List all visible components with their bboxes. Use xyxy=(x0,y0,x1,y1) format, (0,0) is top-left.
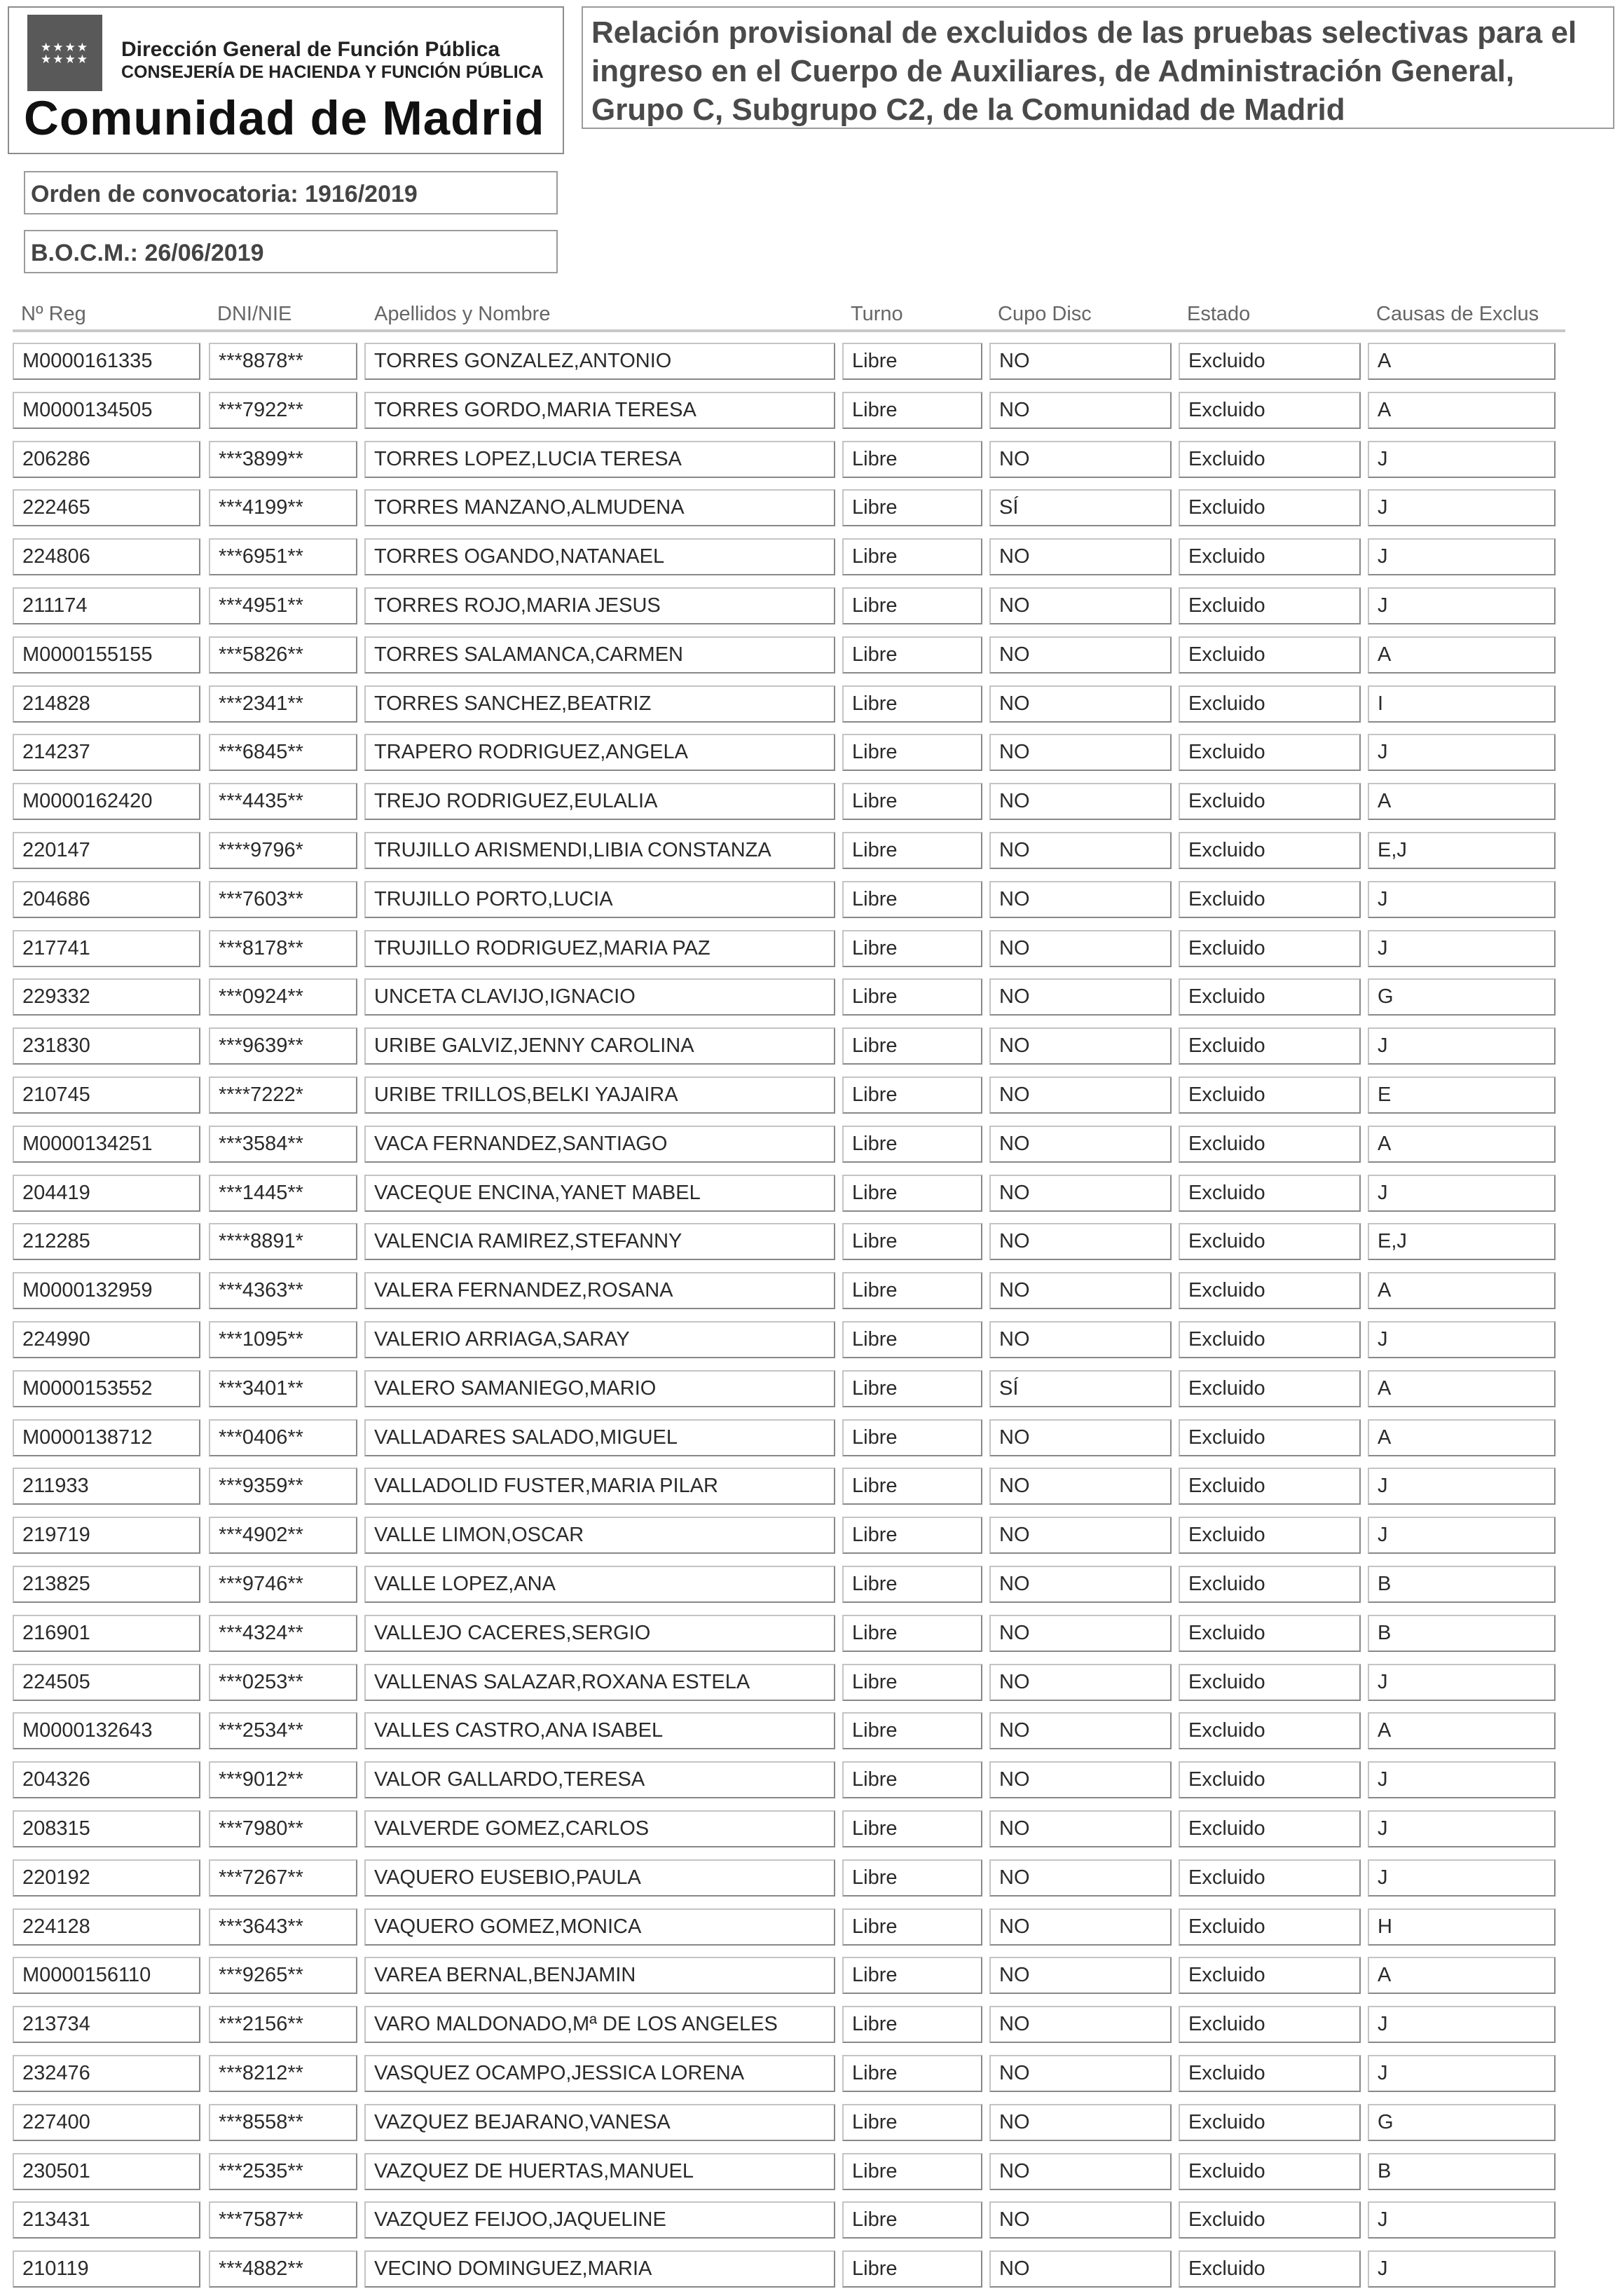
table-cell-dni: ***3899** xyxy=(209,441,357,478)
table-cell-turno: Libre xyxy=(842,783,982,820)
table-cell-estado: Excluido xyxy=(1179,685,1361,723)
table-cell-estado: Excluido xyxy=(1179,1126,1361,1163)
table-cell-estado: Excluido xyxy=(1179,1859,1361,1897)
table-cell-nreg: 220147 xyxy=(13,832,200,869)
table-cell-cupo: NO xyxy=(989,685,1172,723)
table-cell-dni: ***8178** xyxy=(209,930,357,967)
madrid-flag-icon xyxy=(27,15,102,91)
table-cell-cupo: NO xyxy=(989,1761,1172,1798)
table-cell-turno: Libre xyxy=(842,1126,982,1163)
table-cell-estado: Excluido xyxy=(1179,1615,1361,1652)
table-cell-causas: J xyxy=(1368,1859,1556,1897)
table-cell-causas: A xyxy=(1368,343,1556,380)
table-cell-cupo: NO xyxy=(989,587,1172,624)
table-cell-turno: Libre xyxy=(842,1027,982,1065)
table-cell-nombre: TORRES ROJO,MARIA JESUS xyxy=(364,587,835,624)
table-cell-dni: ***4435** xyxy=(209,783,357,820)
table-cell-dni: ***0924** xyxy=(209,978,357,1016)
table-cell-estado: Excluido xyxy=(1179,2153,1361,2190)
table-cell-causas: J xyxy=(1368,538,1556,575)
table-cell-nombre: VALENCIA RAMIREZ,STEFANNY xyxy=(364,1223,835,1260)
table-cell-turno: Libre xyxy=(842,1566,982,1603)
table-cell-dni: ***9265** xyxy=(209,1957,357,1994)
table-cell-cupo: NO xyxy=(989,636,1172,674)
table-cell-turno: Libre xyxy=(842,1321,982,1358)
table-cell-turno: Libre xyxy=(842,1077,982,1114)
table-cell-dni: ***7980** xyxy=(209,1810,357,1847)
table-cell-nreg: 213825 xyxy=(13,1566,200,1603)
table-cell-turno: Libre xyxy=(842,978,982,1016)
table-cell-nombre: VALLENAS SALAZAR,ROXANA ESTELA xyxy=(364,1664,835,1701)
table-cell-causas: A xyxy=(1368,1272,1556,1309)
table-cell-nreg: M0000138712 xyxy=(13,1419,200,1456)
table-cell-estado: Excluido xyxy=(1179,2250,1361,2288)
table-cell-cupo: NO xyxy=(989,2104,1172,2141)
table-cell-dni: ***3401** xyxy=(209,1370,357,1407)
table-cell-causas: J xyxy=(1368,734,1556,771)
table-cell-dni: ***2341** xyxy=(209,685,357,723)
table-cell-nreg: M0000134505 xyxy=(13,392,200,429)
table-cell-cupo: NO xyxy=(989,1419,1172,1456)
flag-stars: ★★★★ xyxy=(41,40,89,54)
table-cell-turno: Libre xyxy=(842,538,982,575)
table-cell-causas: A xyxy=(1368,1419,1556,1456)
table-cell-nombre: VAREA BERNAL,BENJAMIN xyxy=(364,1957,835,1994)
table-cell-nreg: 211174 xyxy=(13,587,200,624)
table-cell-nombre: VACEQUE ENCINA,YANET MABEL xyxy=(364,1175,835,1212)
table-cell-cupo: NO xyxy=(989,734,1172,771)
table-cell-estado: Excluido xyxy=(1179,783,1361,820)
table-cell-nreg: 230501 xyxy=(13,2153,200,2190)
table-cell-dni: ***4199** xyxy=(209,489,357,526)
table-cell-causas: H xyxy=(1368,1908,1556,1946)
table-cell-turno: Libre xyxy=(842,1517,982,1554)
table-cell-nombre: TORRES SALAMANCA,CARMEN xyxy=(364,636,835,674)
table-cell-dni: ***3643** xyxy=(209,1908,357,1946)
bocm-date: B.O.C.M.: 26/06/2019 xyxy=(24,230,558,273)
table-cell-dni: ***4951** xyxy=(209,587,357,624)
table-cell-causas: J xyxy=(1368,1664,1556,1701)
table-cell-nombre: TRUJILLO RODRIGUEZ,MARIA PAZ xyxy=(364,930,835,967)
table-cell-turno: Libre xyxy=(842,2153,982,2190)
table-cell-turno: Libre xyxy=(842,1712,982,1749)
table-cell-nreg: 214828 xyxy=(13,685,200,723)
table-cell-nreg: 213431 xyxy=(13,2201,200,2239)
table-cell-turno: Libre xyxy=(842,1908,982,1946)
table-cell-turno: Libre xyxy=(842,1810,982,1847)
table-cell-nombre: VACA FERNANDEZ,SANTIAGO xyxy=(364,1126,835,1163)
table-cell-cupo: NO xyxy=(989,2250,1172,2288)
table-cell-nreg: 224806 xyxy=(13,538,200,575)
table-cell-nreg: M0000132643 xyxy=(13,1712,200,1749)
table-cell-cupo: NO xyxy=(989,2153,1172,2190)
table-cell-estado: Excluido xyxy=(1179,587,1361,624)
table-cell-nombre: TRUJILLO ARISMENDI,LIBIA CONSTANZA xyxy=(364,832,835,869)
table-cell-nreg: 216901 xyxy=(13,1615,200,1652)
column-header-turno: Turno xyxy=(851,303,903,325)
table-cell-dni: ****8891* xyxy=(209,1223,357,1260)
table-cell-nombre: VAZQUEZ FEIJOO,JAQUELINE xyxy=(364,2201,835,2239)
table-cell-estado: Excluido xyxy=(1179,1761,1361,1798)
table-cell-nombre: VALLEJO CACERES,SERGIO xyxy=(364,1615,835,1652)
table-cell-dni: ***7267** xyxy=(209,1859,357,1897)
table-cell-cupo: NO xyxy=(989,1664,1172,1701)
table-cell-estado: Excluido xyxy=(1179,1908,1361,1946)
table-cell-cupo: NO xyxy=(989,392,1172,429)
table-cell-nombre: VAZQUEZ DE HUERTAS,MANUEL xyxy=(364,2153,835,2190)
orden-convocatoria: Orden de convocatoria: 1916/2019 xyxy=(24,171,558,214)
table-cell-nombre: VARO MALDONADO,Mª DE LOS ANGELES xyxy=(364,2006,835,2043)
table-cell-estado: Excluido xyxy=(1179,832,1361,869)
table-cell-cupo: NO xyxy=(989,1517,1172,1554)
table-cell-dni: ***9746** xyxy=(209,1566,357,1603)
table-cell-estado: Excluido xyxy=(1179,1664,1361,1701)
table-cell-causas: J xyxy=(1368,881,1556,918)
table-cell-causas: A xyxy=(1368,783,1556,820)
table-cell-estado: Excluido xyxy=(1179,1272,1361,1309)
org-line-2: CONSEJERÍA DE HACIENDA Y FUNCIÓN PÚBLICA xyxy=(121,62,544,82)
table-cell-dni: ***6951** xyxy=(209,538,357,575)
table-cell-cupo: NO xyxy=(989,343,1172,380)
table-cell-nreg: 214237 xyxy=(13,734,200,771)
table-cell-nreg: M0000156110 xyxy=(13,1957,200,1994)
table-cell-causas: J xyxy=(1368,587,1556,624)
table-cell-nombre: TORRES SANCHEZ,BEATRIZ xyxy=(364,685,835,723)
table-cell-cupo: NO xyxy=(989,1077,1172,1114)
table-cell-estado: Excluido xyxy=(1179,538,1361,575)
table-cell-dni: ***7603** xyxy=(209,881,357,918)
table-cell-cupo: NO xyxy=(989,881,1172,918)
table-cell-causas: E,J xyxy=(1368,832,1556,869)
table-cell-cupo: NO xyxy=(989,1712,1172,1749)
table-cell-causas: J xyxy=(1368,1517,1556,1554)
column-header-cupo: Cupo Disc xyxy=(998,303,1092,325)
table-cell-nombre: TORRES MANZANO,ALMUDENA xyxy=(364,489,835,526)
table-cell-dni: ***0406** xyxy=(209,1419,357,1456)
table-cell-dni: ***8878** xyxy=(209,343,357,380)
table-cell-turno: Libre xyxy=(842,734,982,771)
table-cell-cupo: NO xyxy=(989,978,1172,1016)
table-cell-cupo: NO xyxy=(989,1908,1172,1946)
column-header-estado: Estado xyxy=(1187,303,1251,325)
table-cell-dni: ***5826** xyxy=(209,636,357,674)
table-cell-cupo: NO xyxy=(989,2055,1172,2092)
table-cell-nreg: M0000162420 xyxy=(13,783,200,820)
table-cell-nreg: 204419 xyxy=(13,1175,200,1212)
table-cell-causas: B xyxy=(1368,1615,1556,1652)
table-cell-nombre: VALOR GALLARDO,TERESA xyxy=(364,1761,835,1798)
table-cell-nreg: 211933 xyxy=(13,1468,200,1505)
table-cell-estado: Excluido xyxy=(1179,881,1361,918)
table-cell-nombre: VALLADOLID FUSTER,MARIA PILAR xyxy=(364,1468,835,1505)
table-cell-nombre: TRUJILLO PORTO,LUCIA xyxy=(364,881,835,918)
table-cell-dni: ***2535** xyxy=(209,2153,357,2190)
table-cell-turno: Libre xyxy=(842,2006,982,2043)
table-cell-nombre: VALERIO ARRIAGA,SARAY xyxy=(364,1321,835,1358)
column-header-nreg: Nº Reg xyxy=(21,303,86,325)
table-cell-turno: Libre xyxy=(842,2250,982,2288)
table-cell-nombre: VAQUERO GOMEZ,MONICA xyxy=(364,1908,835,1946)
table-cell-nreg: M0000155155 xyxy=(13,636,200,674)
table-cell-dni: ***6845** xyxy=(209,734,357,771)
table-cell-estado: Excluido xyxy=(1179,1712,1361,1749)
table-cell-turno: Libre xyxy=(842,1859,982,1897)
table-cell-cupo: NO xyxy=(989,1859,1172,1897)
table-cell-cupo: NO xyxy=(989,1321,1172,1358)
table-cell-estado: Excluido xyxy=(1179,1027,1361,1065)
table-cell-nreg: 210745 xyxy=(13,1077,200,1114)
table-cell-nreg: 231830 xyxy=(13,1027,200,1065)
table-cell-dni: ***1095** xyxy=(209,1321,357,1358)
table-cell-turno: Libre xyxy=(842,1664,982,1701)
table-cell-dni: ***7922** xyxy=(209,392,357,429)
table-cell-causas: J xyxy=(1368,2250,1556,2288)
table-cell-dni: ****9796* xyxy=(209,832,357,869)
table-cell-turno: Libre xyxy=(842,636,982,674)
table-cell-estado: Excluido xyxy=(1179,978,1361,1016)
table-cell-dni: ***3584** xyxy=(209,1126,357,1163)
table-cell-causas: A xyxy=(1368,1712,1556,1749)
table-cell-nreg: 206286 xyxy=(13,441,200,478)
table-cell-nombre: TORRES GORDO,MARIA TERESA xyxy=(364,392,835,429)
table-cell-nombre: TORRES GONZALEZ,ANTONIO xyxy=(364,343,835,380)
table-cell-estado: Excluido xyxy=(1179,2104,1361,2141)
table-cell-estado: Excluido xyxy=(1179,392,1361,429)
table-cell-nreg: 219719 xyxy=(13,1517,200,1554)
table-cell-estado: Excluido xyxy=(1179,636,1361,674)
table-cell-nreg: M0000132959 xyxy=(13,1272,200,1309)
table-cell-nombre: VALERO SAMANIEGO,MARIO xyxy=(364,1370,835,1407)
table-cell-dni: ***8212** xyxy=(209,2055,357,2092)
table-cell-dni: ***4324** xyxy=(209,1615,357,1652)
table-cell-turno: Libre xyxy=(842,1370,982,1407)
table-cell-turno: Libre xyxy=(842,489,982,526)
table-cell-nreg: 222465 xyxy=(13,489,200,526)
table-cell-nreg: 213734 xyxy=(13,2006,200,2043)
table-cell-causas: J xyxy=(1368,1810,1556,1847)
table-cell-estado: Excluido xyxy=(1179,1223,1361,1260)
table-cell-estado: Excluido xyxy=(1179,1517,1361,1554)
table-cell-estado: Excluido xyxy=(1179,1957,1361,1994)
table-cell-nombre: VALERA FERNANDEZ,ROSANA xyxy=(364,1272,835,1309)
table-cell-dni: ***9639** xyxy=(209,1027,357,1065)
table-cell-causas: J xyxy=(1368,1175,1556,1212)
table-cell-nreg: M0000134251 xyxy=(13,1126,200,1163)
org-line-1: Dirección General de Función Pública xyxy=(121,38,500,61)
table-cell-cupo: NO xyxy=(989,1957,1172,1994)
table-cell-cupo: NO xyxy=(989,1223,1172,1260)
table-cell-nreg: 224505 xyxy=(13,1664,200,1701)
table-cell-cupo: NO xyxy=(989,1126,1172,1163)
table-cell-dni: ***7587** xyxy=(209,2201,357,2239)
table-cell-nreg: M0000161335 xyxy=(13,343,200,380)
table-cell-cupo: NO xyxy=(989,2201,1172,2239)
table-cell-nreg: 232476 xyxy=(13,2055,200,2092)
table-cell-cupo: NO xyxy=(989,441,1172,478)
table-cell-estado: Excluido xyxy=(1179,734,1361,771)
table-cell-causas: J xyxy=(1368,1321,1556,1358)
table-cell-dni: ***9359** xyxy=(209,1468,357,1505)
table-cell-nombre: VALLE LOPEZ,ANA xyxy=(364,1566,835,1603)
table-cell-causas: J xyxy=(1368,489,1556,526)
table-cell-nombre: VAQUERO EUSEBIO,PAULA xyxy=(364,1859,835,1897)
table-cell-causas: J xyxy=(1368,1468,1556,1505)
table-cell-nreg: 208315 xyxy=(13,1810,200,1847)
table-cell-nombre: VALLADARES SALADO,MIGUEL xyxy=(364,1419,835,1456)
table-cell-estado: Excluido xyxy=(1179,1419,1361,1456)
table-cell-cupo: NO xyxy=(989,1566,1172,1603)
table-cell-causas: E,J xyxy=(1368,1223,1556,1260)
table-cell-estado: Excluido xyxy=(1179,1321,1361,1358)
table-cell-causas: A xyxy=(1368,1957,1556,1994)
table-cell-nreg: 224990 xyxy=(13,1321,200,1358)
column-header-dni: DNI/NIE xyxy=(217,303,292,325)
table-cell-estado: Excluido xyxy=(1179,1370,1361,1407)
table-cell-turno: Libre xyxy=(842,2104,982,2141)
table-cell-estado: Excluido xyxy=(1179,1810,1361,1847)
table-cell-cupo: NO xyxy=(989,930,1172,967)
table-cell-estado: Excluido xyxy=(1179,441,1361,478)
table-cell-nombre: VASQUEZ OCAMPO,JESSICA LORENA xyxy=(364,2055,835,2092)
document-title: Relación provisional de excluidos de las pruebas selectivas para el ingreso en el Cuerpo de Auxiliares, de Administración General, Grupo C, Subgrupo C2, de la Comunidad de Madrid xyxy=(582,6,1614,129)
table-cell-turno: Libre xyxy=(842,881,982,918)
table-cell-nreg: 204326 xyxy=(13,1761,200,1798)
header-divider xyxy=(13,329,1565,332)
table-cell-causas: J xyxy=(1368,1761,1556,1798)
table-cell-nombre: VAZQUEZ BEJARANO,VANESA xyxy=(364,2104,835,2141)
table-cell-cupo: NO xyxy=(989,1027,1172,1065)
table-cell-dni: ***8558** xyxy=(209,2104,357,2141)
column-header-causas: Causas de Exclus xyxy=(1376,303,1539,325)
table-cell-estado: Excluido xyxy=(1179,343,1361,380)
table-cell-causas: J xyxy=(1368,2201,1556,2239)
table-cell-cupo: NO xyxy=(989,1272,1172,1309)
table-cell-turno: Libre xyxy=(842,392,982,429)
table-cell-nreg: 210119 xyxy=(13,2250,200,2288)
table-cell-dni: ***4882** xyxy=(209,2250,357,2288)
table-cell-causas: A xyxy=(1368,1370,1556,1407)
table-cell-dni: ***2534** xyxy=(209,1712,357,1749)
table-cell-estado: Excluido xyxy=(1179,1468,1361,1505)
table-cell-nombre: VECINO DOMINGUEZ,MARIA xyxy=(364,2250,835,2288)
table-cell-causas: J xyxy=(1368,930,1556,967)
table-cell-nombre: UNCETA CLAVIJO,IGNACIO xyxy=(364,978,835,1016)
table-cell-causas: I xyxy=(1368,685,1556,723)
table-cell-cupo: SÍ xyxy=(989,1370,1172,1407)
flag-stars: ★★★★ xyxy=(41,52,89,66)
table-cell-turno: Libre xyxy=(842,1223,982,1260)
table-cell-causas: A xyxy=(1368,392,1556,429)
table-cell-dni: ***9012** xyxy=(209,1761,357,1798)
table-cell-turno: Libre xyxy=(842,587,982,624)
table-cell-nombre: TREJO RODRIGUEZ,EULALIA xyxy=(364,783,835,820)
table-cell-turno: Libre xyxy=(842,2201,982,2239)
table-cell-nreg: 227400 xyxy=(13,2104,200,2141)
table-cell-estado: Excluido xyxy=(1179,930,1361,967)
table-cell-estado: Excluido xyxy=(1179,2006,1361,2043)
table-cell-nombre: URIBE GALVIZ,JENNY CAROLINA xyxy=(364,1027,835,1065)
table-cell-nreg: 224128 xyxy=(13,1908,200,1946)
table-cell-estado: Excluido xyxy=(1179,1175,1361,1212)
table-cell-nreg: 217741 xyxy=(13,930,200,967)
table-cell-causas: G xyxy=(1368,978,1556,1016)
table-cell-cupo: NO xyxy=(989,2006,1172,2043)
table-cell-nombre: VALLE LIMON,OSCAR xyxy=(364,1517,835,1554)
table-cell-cupo: NO xyxy=(989,783,1172,820)
table-cell-causas: B xyxy=(1368,1566,1556,1603)
table-cell-nreg: 220192 xyxy=(13,1859,200,1897)
table-cell-turno: Libre xyxy=(842,1419,982,1456)
table-cell-dni: ***4363** xyxy=(209,1272,357,1309)
table-cell-cupo: NO xyxy=(989,832,1172,869)
table-cell-turno: Libre xyxy=(842,832,982,869)
table-cell-causas: J xyxy=(1368,2055,1556,2092)
table-cell-nombre: TORRES OGANDO,NATANAEL xyxy=(364,538,835,575)
table-cell-turno: Libre xyxy=(842,930,982,967)
table-cell-causas: J xyxy=(1368,1027,1556,1065)
table-cell-causas: J xyxy=(1368,2006,1556,2043)
column-header-nombre: Apellidos y Nombre xyxy=(374,303,551,325)
table-cell-causas: B xyxy=(1368,2153,1556,2190)
table-cell-cupo: SÍ xyxy=(989,489,1172,526)
table-cell-nreg: 204686 xyxy=(13,881,200,918)
table-cell-dni: ***4902** xyxy=(209,1517,357,1554)
table-cell-turno: Libre xyxy=(842,1615,982,1652)
table-cell-estado: Excluido xyxy=(1179,489,1361,526)
table-cell-cupo: NO xyxy=(989,1468,1172,1505)
org-name: Comunidad de Madrid xyxy=(24,91,545,145)
table-cell-nombre: VALVERDE GOMEZ,CARLOS xyxy=(364,1810,835,1847)
table-cell-causas: A xyxy=(1368,636,1556,674)
table-cell-causas: E xyxy=(1368,1077,1556,1114)
table-cell-causas: J xyxy=(1368,441,1556,478)
table-cell-cupo: NO xyxy=(989,1175,1172,1212)
table-cell-turno: Libre xyxy=(842,1957,982,1994)
table-cell-nreg: 212285 xyxy=(13,1223,200,1260)
table-cell-estado: Excluido xyxy=(1179,2055,1361,2092)
table-cell-dni: ***2156** xyxy=(209,2006,357,2043)
table-cell-dni: ****7222* xyxy=(209,1077,357,1114)
table-cell-cupo: NO xyxy=(989,1615,1172,1652)
table-cell-estado: Excluido xyxy=(1179,1566,1361,1603)
table-cell-turno: Libre xyxy=(842,1761,982,1798)
logo-box xyxy=(8,6,564,154)
table-cell-turno: Libre xyxy=(842,1175,982,1212)
table-cell-nombre: TORRES LOPEZ,LUCIA TERESA xyxy=(364,441,835,478)
table-cell-estado: Excluido xyxy=(1179,1077,1361,1114)
table-cell-dni: ***0253** xyxy=(209,1664,357,1701)
table-cell-turno: Libre xyxy=(842,2055,982,2092)
table-cell-turno: Libre xyxy=(842,343,982,380)
table-cell-nombre: TRAPERO RODRIGUEZ,ANGELA xyxy=(364,734,835,771)
table-cell-cupo: NO xyxy=(989,538,1172,575)
table-cell-nombre: VALLES CASTRO,ANA ISABEL xyxy=(364,1712,835,1749)
table-cell-turno: Libre xyxy=(842,1468,982,1505)
table-cell-turno: Libre xyxy=(842,1272,982,1309)
table-cell-nombre: URIBE TRILLOS,BELKI YAJAIRA xyxy=(364,1077,835,1114)
table-cell-nreg: M0000153552 xyxy=(13,1370,200,1407)
table-cell-turno: Libre xyxy=(842,441,982,478)
table-cell-turno: Libre xyxy=(842,685,982,723)
table-cell-causas: A xyxy=(1368,1126,1556,1163)
table-cell-estado: Excluido xyxy=(1179,2201,1361,2239)
table-cell-cupo: NO xyxy=(989,1810,1172,1847)
table-cell-dni: ***1445** xyxy=(209,1175,357,1212)
table-cell-causas: G xyxy=(1368,2104,1556,2141)
table-cell-nreg: 229332 xyxy=(13,978,200,1016)
